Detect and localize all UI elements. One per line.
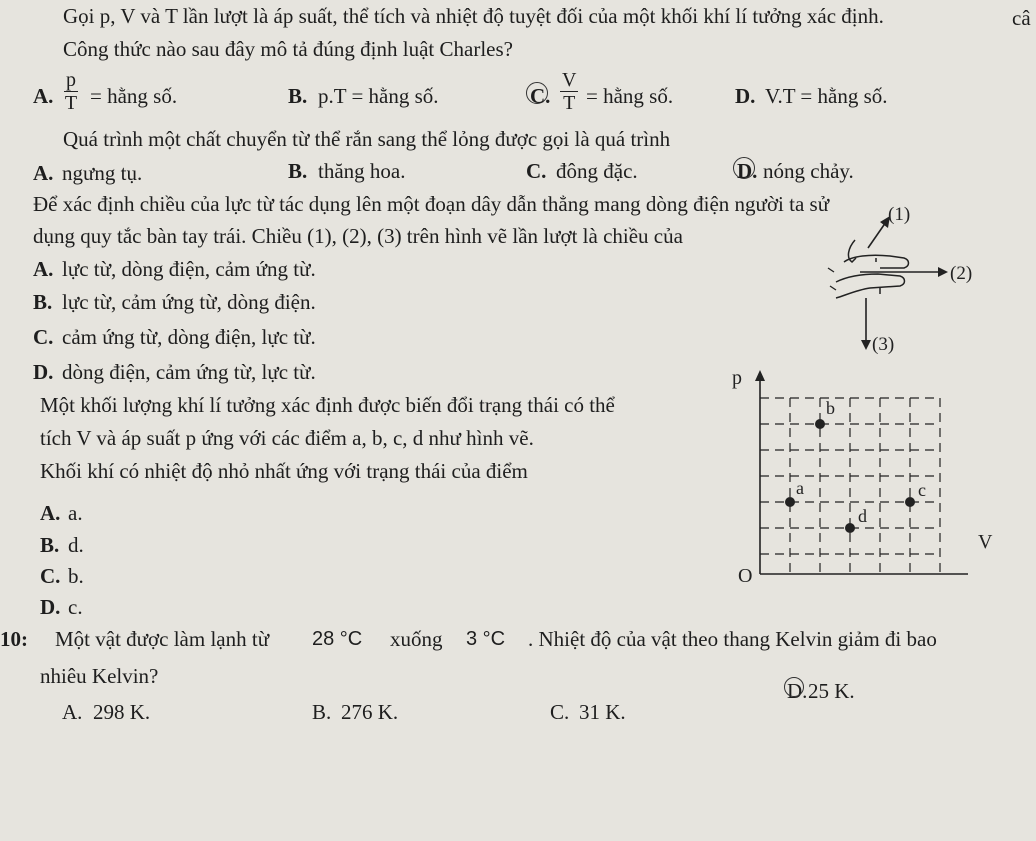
question-charles-stem: Công thức nào sau đây mô tả đúng định luật Charles?	[63, 37, 513, 61]
fraction-numerator: V	[562, 69, 577, 91]
q1-option-a-fraction	[64, 70, 78, 114]
q10-stem-part-2: xuống	[390, 627, 443, 651]
q10-option-a-label: A.	[62, 700, 83, 724]
arrow-3-head	[861, 340, 871, 350]
point-a-label: a	[796, 478, 804, 498]
q4-option-a-label: A.	[40, 501, 61, 525]
arrow-2-label: (2)	[950, 263, 973, 284]
q10-temp-start: 28 °C	[312, 628, 363, 650]
q3-option-a-label: A.	[33, 257, 54, 281]
arrow-1-label: (1)	[888, 204, 911, 225]
q3-stem-line-1: Để xác định chiều của lực từ tác dụng lên một đoạn dây dẫn thẳng mang dòng điện người ta sử	[33, 192, 830, 216]
q4-option-d-text: c.	[68, 595, 83, 619]
q2-option-b-label: B.	[288, 159, 308, 183]
arrow-1	[868, 222, 886, 248]
q4-option-c-text: b.	[68, 564, 84, 588]
answer-circle	[784, 677, 804, 697]
p-axis-label: p	[732, 367, 742, 389]
q10-option-b-label: B.	[312, 700, 332, 724]
point-c-label: c	[918, 480, 926, 500]
q1-option-d-text: V.T = hằng số.	[765, 84, 888, 108]
q1-option-c-fraction	[560, 70, 578, 114]
q3-option-c-label: C.	[33, 325, 54, 349]
point-d-label: d	[858, 506, 867, 526]
q10-stem-part-3: . Nhiệt độ của vật theo thang Kelvin giảm đi bao	[528, 627, 937, 651]
fraction-denominator: T	[563, 92, 576, 114]
q4-option-b-text: d.	[68, 533, 84, 557]
q10-option-b-text: 276 K.	[341, 700, 399, 724]
origin-label: O	[738, 565, 753, 587]
q4-stem-line-2: tích V và áp suất p ứng với các điểm a, b, c, d như hình vẽ.	[40, 426, 534, 450]
q1-option-c-label: C.	[530, 84, 551, 108]
q4-stem-line-1: Một khối lượng khí lí tưởng xác định được biến đổi trạng thái có thể	[40, 393, 615, 417]
q10-option-c-label: C.	[550, 700, 570, 724]
q3-option-b-label: B.	[33, 290, 53, 314]
pv-graph	[728, 362, 1018, 592]
fraction-numerator: p	[66, 69, 76, 91]
q3-option-c-text: cảm ứng từ, dòng điện, lực từ.	[62, 325, 316, 349]
point-b	[815, 419, 825, 429]
q3-option-a-text: lực từ, dòng điện, cảm ứng từ.	[62, 257, 316, 281]
q10-option-a-text: 298 K.	[93, 700, 151, 724]
q2-option-d-label: D.	[737, 159, 758, 183]
q2-option-c-label: C.	[526, 159, 547, 183]
q3-option-d-label: D.	[33, 360, 54, 384]
arrow-3-label: (3)	[872, 334, 895, 355]
point-d	[845, 523, 855, 533]
q4-option-b-label: B.	[40, 533, 60, 557]
q3-stem-line-2: dụng quy tắc bàn tay trái. Chiều (1), (2), (3) trên hình vẽ lần lượt là chiều của	[33, 224, 683, 248]
q1-option-a-label: A.	[33, 84, 54, 108]
point-a	[785, 497, 795, 507]
hand-wrist	[828, 268, 836, 290]
q10-option-d-text: 25 K.	[808, 679, 855, 703]
q10-option-c-text: 31 K.	[579, 700, 626, 724]
point-b-label: b	[826, 398, 835, 418]
q10-option-d-label: D.	[787, 679, 808, 703]
corner-fragment: câ	[1012, 6, 1031, 30]
left-hand-rule-figure	[800, 200, 980, 360]
q10-stem-line-2: nhiêu Kelvin?	[40, 664, 159, 688]
q2-option-a-label: A.	[33, 161, 54, 185]
p-axis-arrowhead	[755, 370, 765, 381]
arrow-2-head	[938, 267, 948, 277]
q2-option-b-text: thăng hoa.	[318, 159, 406, 183]
q4-option-d-label: D.	[40, 595, 61, 619]
q10-number: 10:	[0, 627, 28, 651]
intro-line-1: Gọi p, V và T lần lượt là áp suất, thể tích và nhiệt độ tuyệt đối của một khối khí lí tưởng xác định.	[63, 4, 884, 28]
pv-grid	[760, 398, 940, 574]
q4-option-a-text: a.	[68, 501, 83, 525]
q1-option-d-label: D.	[735, 84, 756, 108]
q1-option-a-text: = hằng số.	[90, 84, 178, 108]
q1-option-b-text: p.T = hằng số.	[318, 84, 439, 108]
point-c	[905, 497, 915, 507]
q2-option-d-text: nóng chảy.	[763, 159, 854, 183]
q1-option-c-text: = hằng số.	[586, 84, 674, 108]
q2-option-c-text: đông đặc.	[556, 159, 638, 183]
q1-option-b-label: B.	[288, 84, 308, 108]
q2-stem: Quá trình một chất chuyển từ thể rắn sang thể lỏng được gọi là quá trình	[63, 127, 671, 151]
fraction-denominator: T	[64, 92, 78, 114]
q4-option-c-label: C.	[40, 564, 61, 588]
q2-option-a-text: ngưng tụ.	[62, 161, 143, 185]
v-axis-label: V	[978, 531, 993, 553]
q3-option-b-text: lực từ, cảm ứng từ, dòng điện.	[62, 290, 316, 314]
hand-palm	[836, 274, 905, 298]
q4-stem-line-3: Khối khí có nhiệt độ nhỏ nhất ứng với trạng thái của điểm	[40, 459, 528, 483]
q10-stem-part-1: Một vật được làm lạnh từ	[55, 627, 270, 651]
q3-option-d-text: dòng điện, cảm ứng từ, lực từ.	[62, 360, 316, 384]
q10-temp-end: 3 °C	[466, 628, 506, 650]
